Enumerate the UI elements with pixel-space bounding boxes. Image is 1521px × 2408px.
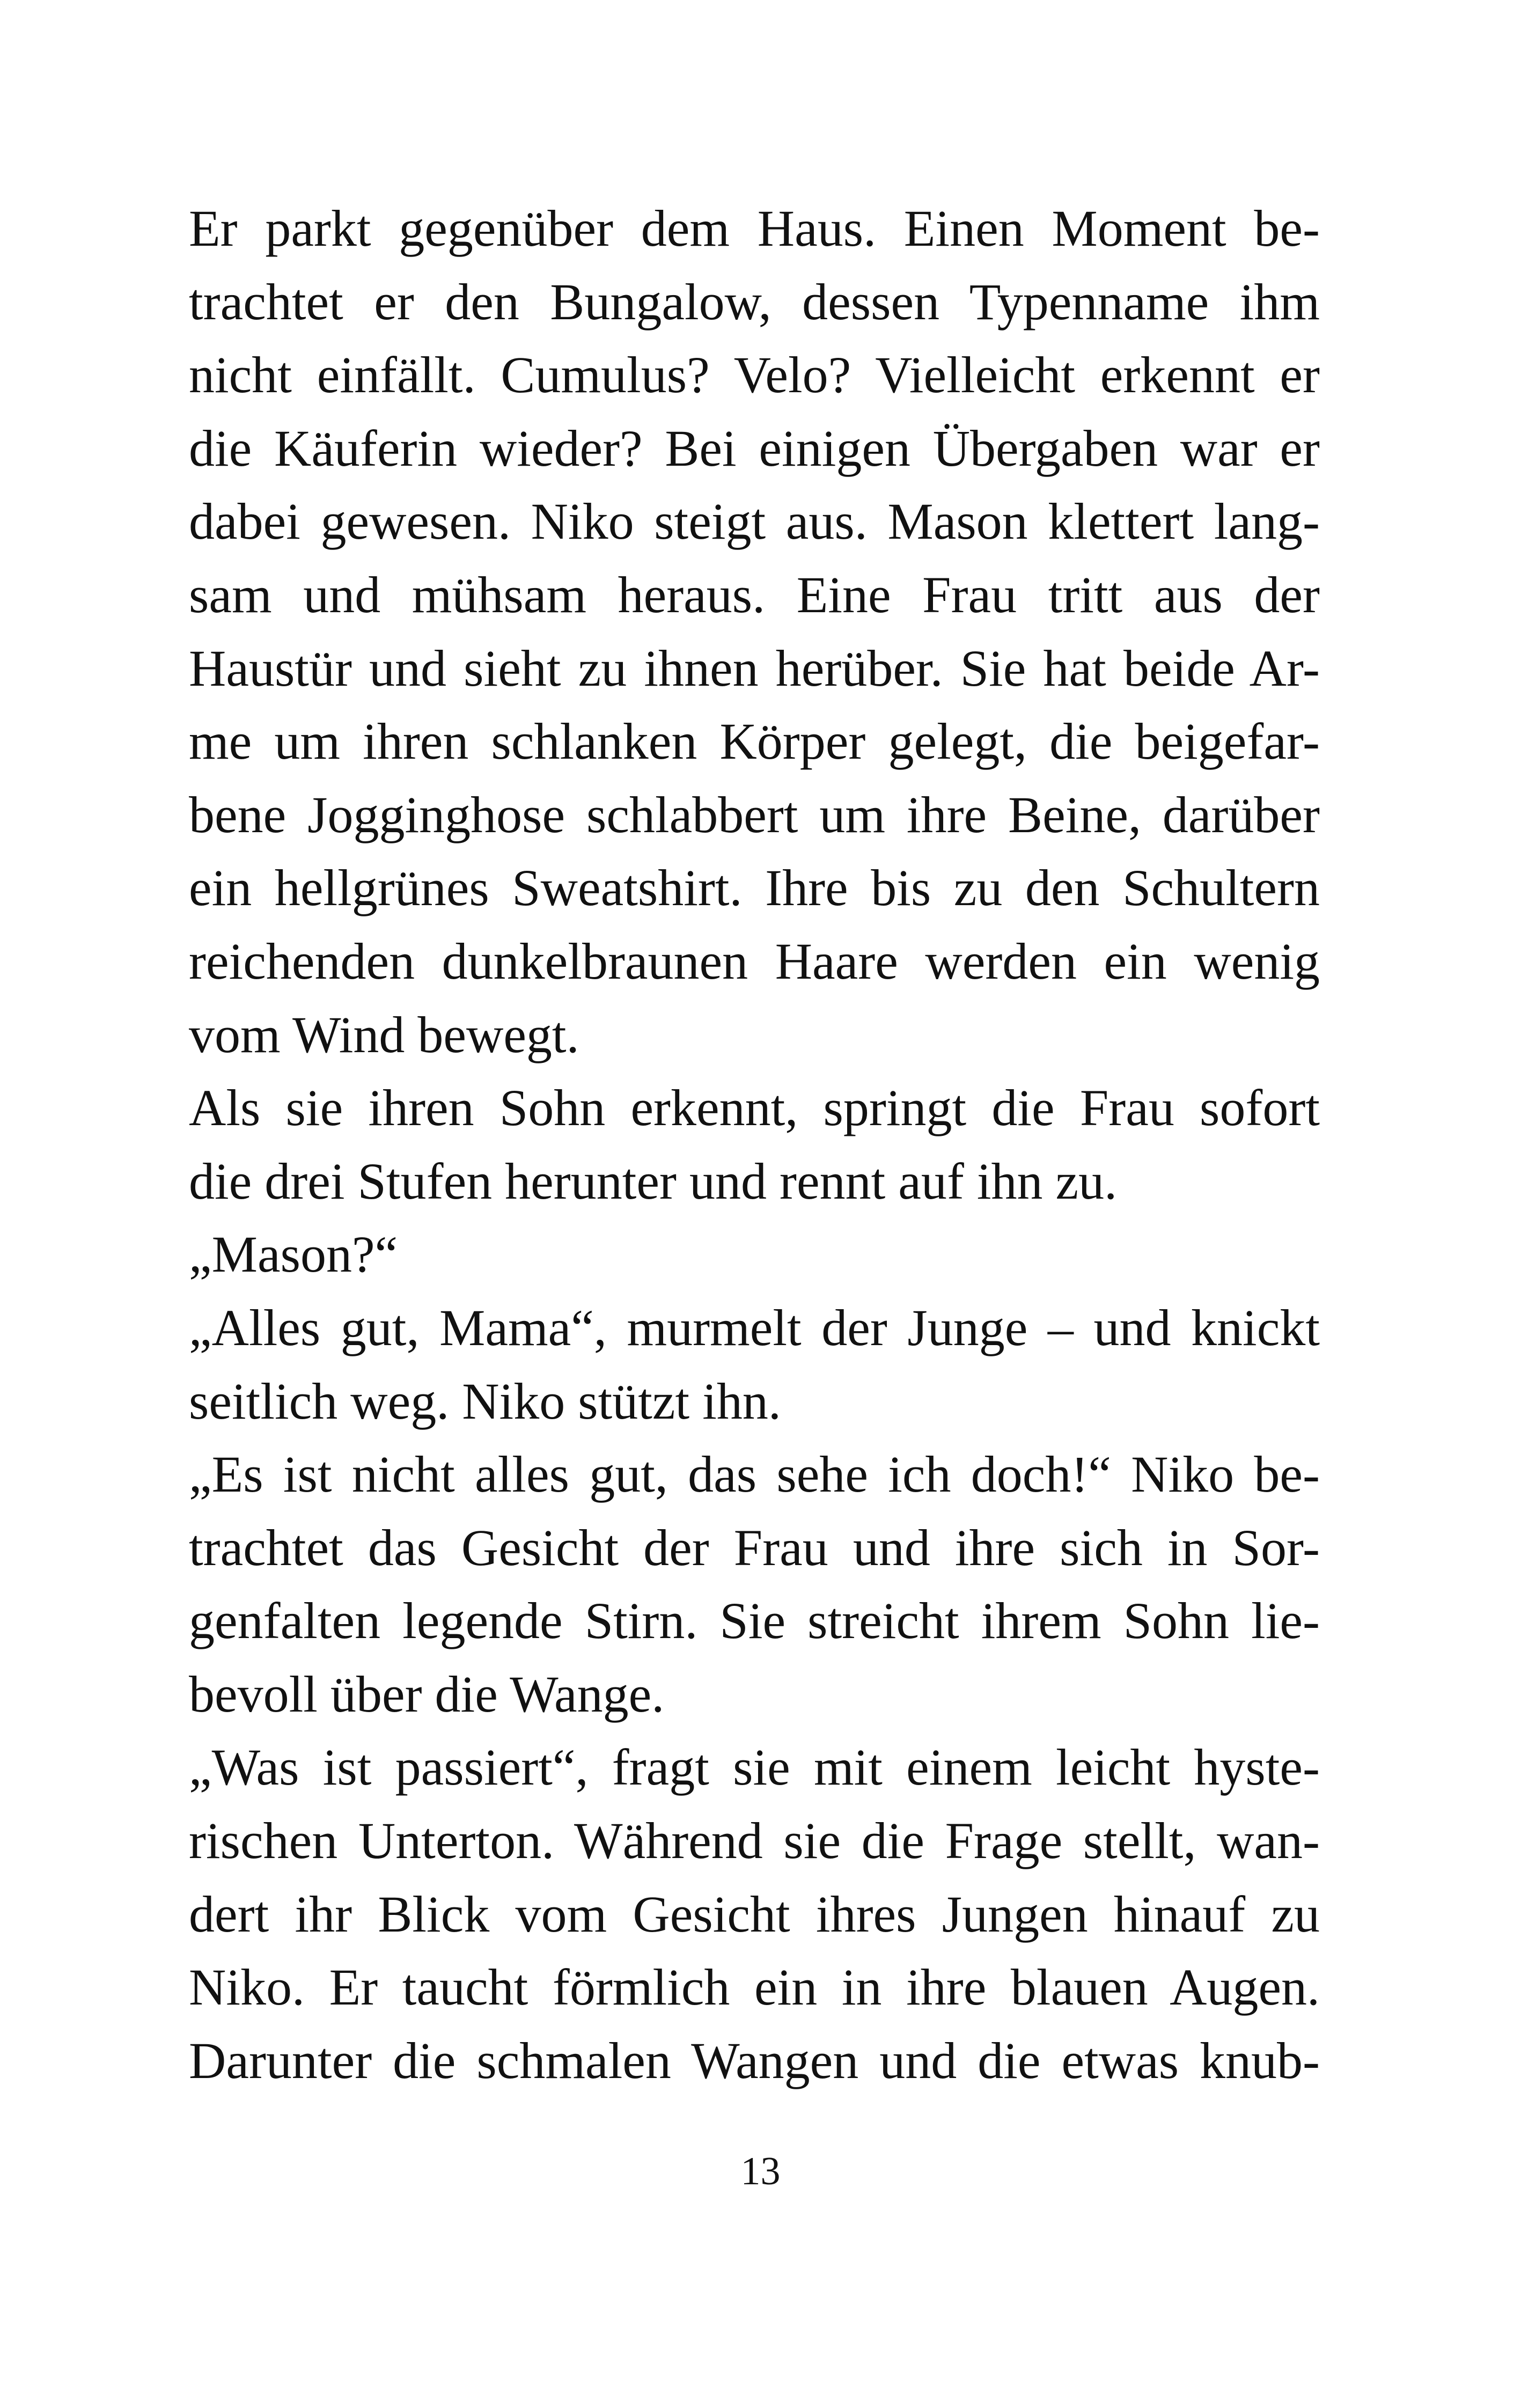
text-line: die drei Stufen herunter und rennt auf ihn zu.: [189, 1152, 1118, 1210]
text-line: bevoll über die Wange.: [189, 1665, 665, 1723]
text-line: Als sie ihren Sohn erkennt, springt die Frau sofort: [189, 1079, 1320, 1137]
page-number: 13: [740, 2149, 781, 2193]
text-line: trachtet das Gesicht der Frau und ihre sich in Sor-: [189, 1518, 1320, 1576]
text-line: Niko. Er taucht förmlich ein in ihre blauen Augen.: [189, 1958, 1320, 2016]
text-line: Haustür und sieht zu ihnen herüber. Sie hat beide Ar-: [189, 639, 1320, 697]
text-line: „Was ist passiert“, fragt sie mit einem leicht hyste-: [189, 1738, 1320, 1796]
text-line: sam und mühsam heraus. Eine Frau tritt aus der: [189, 566, 1320, 623]
text-line: rischen Unterton. Während sie die Frage stellt, wan-: [189, 1812, 1320, 1870]
text-line: ein hellgrünes Sweatshirt. Ihre bis zu den Schultern: [189, 859, 1320, 917]
text-line: „Mason?“: [189, 1225, 398, 1283]
text-line: Er parkt gegenüber dem Haus. Einen Moment be-: [189, 200, 1320, 257]
text-line: „Alles gut, Mama“, murmelt der Junge – und knickt: [189, 1298, 1320, 1356]
text-line: Darunter die schmalen Wangen und die etwas knub-: [189, 2031, 1320, 2089]
text-line: dabei gewesen. Niko steigt aus. Mason klettert lang-: [189, 493, 1320, 550]
text-line: me um ihren schlanken Körper gelegt, die beigefar-: [189, 713, 1320, 770]
text-line: trachtet er den Bungalow, dessen Typenname ihm: [189, 273, 1320, 331]
text-line: dert ihr Blick vom Gesicht ihres Jungen hinauf zu: [189, 1885, 1320, 1943]
text-line: vom Wind bewegt.: [189, 1005, 579, 1063]
text-line: reichenden dunkelbraunen Haare werden ein wenig: [189, 932, 1320, 990]
text-line: nicht einfällt. Cumulus? Velo? Vielleicht erkennt er: [189, 346, 1320, 404]
text-line: seitlich weg. Niko stützt ihn.: [189, 1372, 781, 1430]
text-line: bene Jogginghose schlabbert um ihre Beine, darüber: [189, 785, 1320, 843]
body-text: [189, 192, 1320, 2097]
text-line: genfalten legende Stirn. Sie streicht ihrem Sohn lie-: [189, 1592, 1320, 1650]
text-line: die Käuferin wieder? Bei einigen Übergaben war er: [189, 419, 1320, 477]
text-line: „Es ist nicht alles gut, das sehe ich doch!“ Niko be-: [189, 1445, 1320, 1503]
